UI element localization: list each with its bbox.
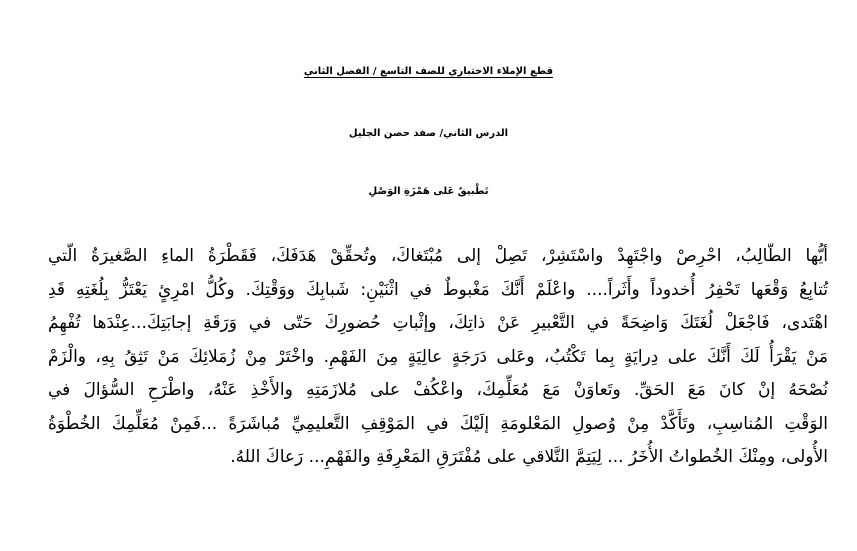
paragraph-line: الأُولى، ومِنْكَ الخُطواتُ الأُخَرُ ... لِيَتِمَّ التَّلاقي على مُفْتَرَقِ المَعْرِفَةِ والفَهْمِ... رَعاكَ اللهُ.	[230, 447, 828, 467]
paragraph-line: نُصْحَهُ إنْ كانَ مَعَ الحَقِّ. وتَعاوَنْ مَعَ مُعَلِّمِكَ، واعْكُفْ على مُلازَمَتِهِ والأَخْذِ عَنْهُ، واطْرَحِ السُّؤالَ في	[48, 380, 828, 400]
lesson-subtitle: الدرس الثاني/ صفد حصن الجليل	[348, 128, 509, 139]
paragraph-line: أيُّها الطّالِبُ، احْرِصْ واجْتَهِدْ واسْتَشِرْ، تَصِلْ إلى مُبْتَغاكَ، وتُحقِّقْ هَدَفَكَ، فَقَطْرَةُ الماءِ الصَّغيرَةُ الّتي	[48, 246, 828, 266]
paragraph-line: مَنْ يَقْرَأُ لَكَ أَنَّكَ على دِرايَةٍ بِما تَكْتُبُ، وعَلى دَرَجَةٍ عالِيَةٍ مِنَ الفَهْمِ. واخْتَرْ مِنْ زُمَلائِكَ مَنْ تَثِقُ بِهِ، والْزَمْ	[48, 346, 828, 367]
paragraph-line: الوَقْتِ المُناسِبِ، وتَأَكَّدْ مِنْ وُصولِ المَعْلومَةِ إلَيْكَ في المَوْقِفِ التَّعليمِيِّ مُباشَرَةً ...فَمِنْ مُعَلِّمِكَ الخُطْوَةُ	[48, 413, 828, 434]
paragraph-line: تُتابِعُ وَقْعَها تَحْفِرُ أُخدوداً وأَثَراً.... واعْلَمْ أَنَّكَ مَغْبوطٌ في اثْنَيْنِ: شَبابِكَ ووَقْتِكَ. وكُلُّ امْرِئٍ يَعْتَزُّ بِلُغَتِهِ قَدِ	[48, 279, 828, 300]
dictation-paragraph	[48, 240, 828, 475]
document-title: قطع الإملاء الاختباري للصف التاسع / الفصل الثاني	[303, 66, 554, 77]
paragraph-line: اهْتَدى، فَاجْعَلْ لُغَتَكَ وَاضِحَةً في التَّعْبيرِ عَنْ ذاتِكَ، وإثْباتِ حُضورِكَ حَتّى في وَرَقَةِ إجابَتِكَ...عِنْدَها تُفْهِمُ	[48, 313, 828, 333]
topic-heading: تَطْبيقٌ عَلى هَمْزَةِ الوَصْلِ	[368, 186, 489, 197]
